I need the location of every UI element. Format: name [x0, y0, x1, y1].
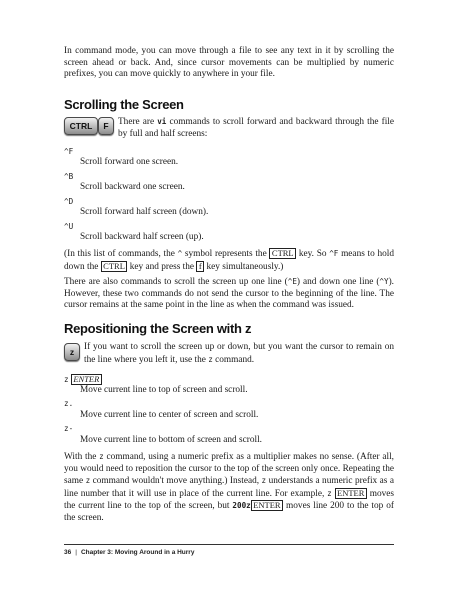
section-heading-repositioning: Repositioning the Screen with z: [64, 321, 252, 336]
ctrl-key-icon: CTRL: [64, 117, 98, 135]
command-z-enter: z ENTER: [64, 374, 102, 385]
command-ctrl-u: ^U: [64, 222, 74, 231]
z-key-icon: z: [64, 343, 80, 361]
command-z-minus-description: Move current line to bottom of screen and scroll.: [80, 435, 263, 445]
footer-separator: |: [75, 549, 77, 556]
numeric-prefix-paragraph: With the z command, using a numeric prefix as a multiplier makes no sense. (After all, you would need to reposition the cursor to the top of the screen only once. Repeating the same z command wouldn't move anything.) Instead, z understands a numeric prefix as a line number that it will use in place of the current line. For example, z ENTER moves the current line to the top of the screen, but 200z ENTER moves line 200 to the top of the screen.: [64, 452, 394, 523]
intro-paragraph: In command mode, you can move through a file to see any text in it by scrolling the screen ahead or back. And, since cursor movements can be multiplied by numeric prefixes, you can move quickly to anywhere in your file.: [64, 46, 394, 80]
f-key-icon: F: [98, 117, 114, 135]
command-ctrl-b-description: Scroll backward one screen.: [80, 182, 185, 192]
enter-key-label: ENTER: [335, 488, 367, 499]
command-ctrl-u-description: Scroll backward half screen (up).: [80, 232, 204, 242]
section-heading-scrolling: Scrolling the Screen: [64, 97, 184, 112]
ctrl-key-label: CTRL: [269, 248, 296, 259]
command-z-dot: z.: [64, 399, 74, 408]
f-key-label: f: [196, 261, 204, 272]
page-number: 36: [64, 549, 72, 556]
chapter-title: Chapter 3: Moving Around in a Hurry: [80, 549, 195, 556]
ctrl-note-paragraph: (In this list of commands, the ^ symbol represents the CTRL key. So ^F means to hold down the CTRL key and press the f key simultaneously.): [64, 248, 394, 272]
command-z-enter-description: Move current line to top of screen and scroll.: [80, 385, 248, 395]
command-ctrl-f: ^F: [64, 147, 74, 156]
ctrl-key-label: CTRL: [101, 261, 128, 272]
command-z-minus: z-: [64, 424, 74, 433]
command-ctrl-d: ^D: [64, 197, 74, 206]
enter-key-label: ENTER: [71, 374, 102, 385]
repositioning-intro: If you want to scroll the screen up or down, but you want the cursor to remain on the line where you left it, use the z command.: [84, 342, 394, 365]
command-ctrl-f-description: Scroll forward one screen.: [80, 157, 179, 167]
scrolling-intro: There are vi commands to scroll forward and backward through the file by full and half screens:: [118, 117, 394, 139]
enter-key-label: ENTER: [251, 500, 283, 511]
page-footer: [64, 549, 194, 556]
command-ctrl-b: ^B: [64, 172, 74, 181]
command-ctrl-d-description: Scroll forward half screen (down).: [80, 207, 209, 217]
command-z-dot-description: Move current line to center of screen and scroll.: [80, 410, 259, 420]
scroll-line-paragraph: There are also commands to scroll the screen up one line (^E) and down one line (^Y). However, these two commands do not send the cursor to the beginning of the line. The cursor remains at the same point in the line as when the command was issued.: [64, 277, 394, 311]
footer-divider: [64, 544, 394, 545]
